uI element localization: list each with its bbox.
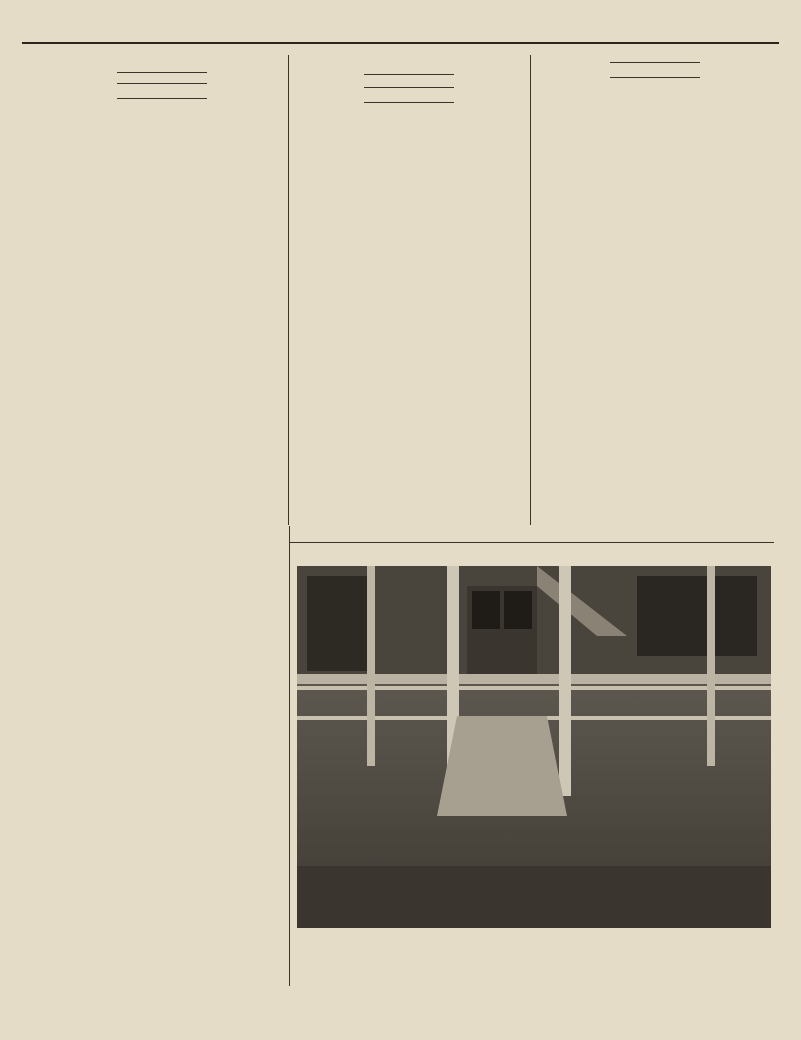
column-three [536,52,774,87]
divider [364,102,454,103]
masthead [22,14,779,44]
divider [117,98,207,99]
column-divider [530,55,531,525]
group-photograph [297,566,771,928]
lord-moyne-article [38,52,286,108]
divider [290,542,774,543]
column-divider [288,55,289,525]
divider [610,77,700,78]
divider [610,62,700,63]
divider [364,74,454,75]
divider [117,72,207,73]
column-divider [289,526,290,986]
divider [364,87,454,88]
divider [117,83,207,84]
aerial-transport-article [292,52,526,114]
